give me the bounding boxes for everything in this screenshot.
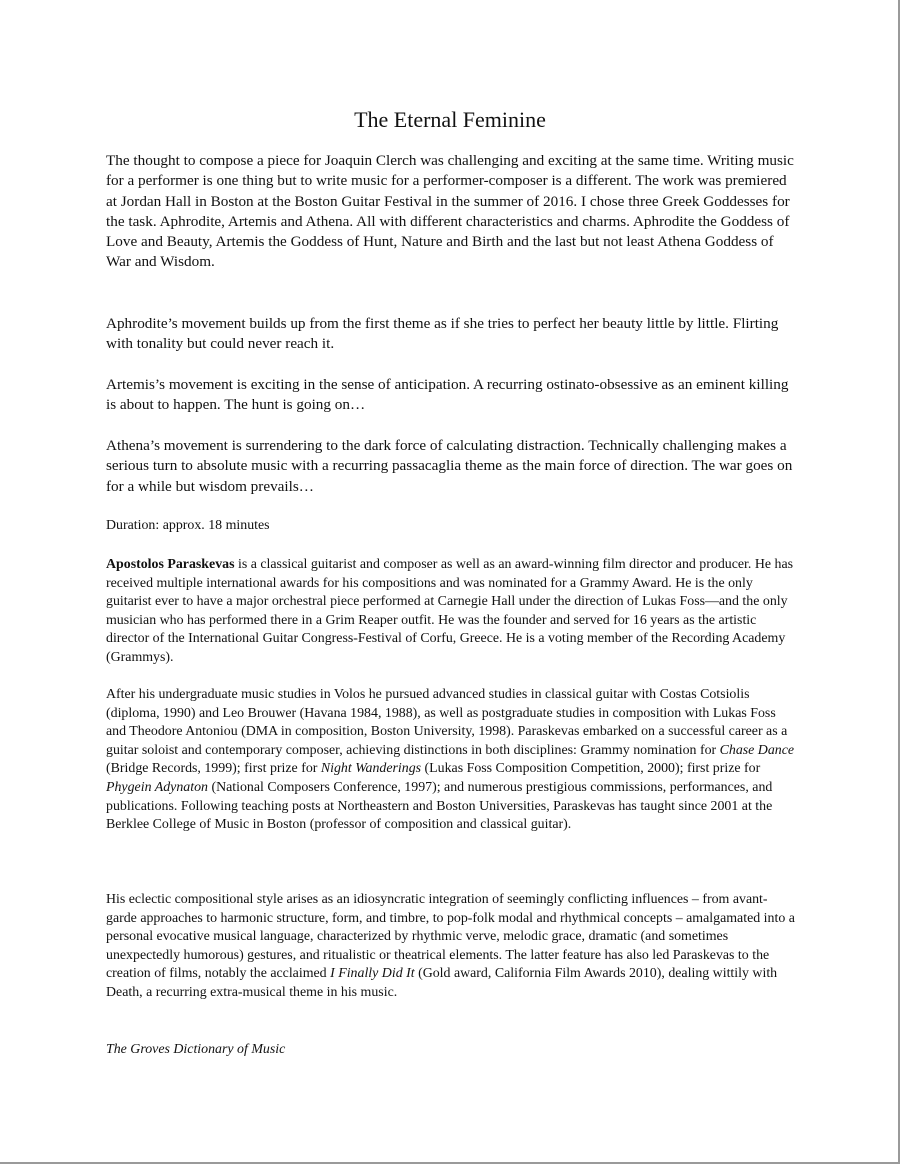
program-note-paragraph-artemis: Artemis’s movement is exciting in the sense of anticipation. A recurring ostinato-obsessive as an eminent killing is about to happen. The hunt is going on…	[106, 376, 789, 414]
program-note-paragraph-athena: Athena’s movement is surrendering to the dark force of calculating distraction. Technically challenging makes a serious turn to absolute music with a recurring passacaglia theme as the main force of direction. The war goes on for a while but wisdom prevails…	[106, 437, 793, 495]
bio-paragraph-2	[106, 686, 796, 835]
work-title-chase-dance: Chase Dance	[719, 742, 795, 758]
film-title: I Finally Did It	[330, 966, 415, 982]
bio-paragraph-2-text-d: (National Composers Conference, 1997); and numerous prestigious commissions, performances, and publications. Following teaching posts at Northeastern and Boston Universities, Paraskevas has taught since 2001 at the Berklee College of Music in Boston (professor of composition and classical guitar).	[106, 779, 773, 833]
program-note-paragraph-aphrodite: Aphrodite’s movement builds up from the first theme as if she tries to perfect her beauty little by little. Flirting with tonality but could never reach it.	[106, 315, 779, 353]
bio-paragraph-2-text-a: After his undergraduate music studies in Volos he pursued advanced studies in classical guitar with Costas Cotsiolis (diploma, 1990) and Leo Brouwer (Havana 1984, 1988), as well as postgraduate studies in composition with Lukas Foss and Theodore Antoniou (DMA in composition, Boston University, 1998). Paraskevas embarked on a successful career as a guitar soloist and contemporary composer, achieving distinctions in both disciplines: Grammy nomination for	[106, 687, 788, 758]
bio-paragraph-3	[106, 891, 796, 1003]
bio-paragraph-3-text-a: His eclectic compositional style arises as an idiosyncratic integration of seemingly conflicting influences – from avant-garde approaches to harmonic structure, form, and timbre, to pop-folk modal and rhythmical concepts – amalgamated into a personal evocative musical language, characterized by rhythmic verve, melodic grace, dramatic (and sometimes unexpectedly humorous) gestures, and ritualistic or theatrical elements. The latter feature has also led Paraskevas to the creation of films, notably the acclaimed	[106, 892, 795, 982]
source-citation	[106, 1041, 796, 1060]
bio-paragraph-2-text-c: (Lukas Foss Composition Competition, 2000); first prize for	[421, 761, 761, 777]
duration-text: Duration: approx. 18 minutes	[106, 518, 270, 533]
page-title: The Eternal Feminine	[354, 107, 546, 132]
work-title-night-wanderings: Night Wanderings	[320, 761, 422, 777]
composer-name: Apostolos Paraskevas	[106, 557, 235, 572]
source-title: The Groves Dictionary of Music	[106, 1042, 286, 1057]
bio-paragraph-1-text: is a classical guitarist and composer as well as an award-winning film director and producer. He has received multiple international awards for his compositions and was nominated for a Grammy Award. He is the only guitarist ever to have a major orchestral piece performed at Carnegie Hall under the direction of Lukas Foss—and the only musician who has performed there in a Grim Reaper outfit. He was the founder and served for 16 years as the artistic director of the International Guitar Congress-Festival of Corfu, Greece. He is a voting member of the Recording Academy (Grammys).	[106, 557, 794, 665]
bio-paragraph-2-text-b: (Bridge Records, 1999); first prize for	[106, 761, 321, 777]
work-title-phygein-adynaton: Phygein Adynaton	[106, 779, 208, 795]
program-note-paragraph-1: The thought to compose a piece for Joaquin Clerch was challenging and exciting at the same time. Writing music for a performer is one thing but to write music for a performer-composer is a different. The work was premiered at Jordan Hall in Boston at the Boston Guitar Festival in the summer of 2016. I chose three Greek Goddesses for the task. Aphrodite, Artemis and Athena. All with different characteristics and charms. Aphrodite the Goddess of Love and Beauty, Artemis the Goddess of Hunt, Nature and Birth and the last but not least Athena Goddess of War and Wisdom.	[106, 152, 794, 271]
bio-paragraph-3-text-b: (Gold award, California Film Awards 2010), dealing wittily with Death, a recurring extra-musical theme in his music.	[106, 966, 778, 1000]
bio-paragraph-1	[106, 556, 796, 668]
